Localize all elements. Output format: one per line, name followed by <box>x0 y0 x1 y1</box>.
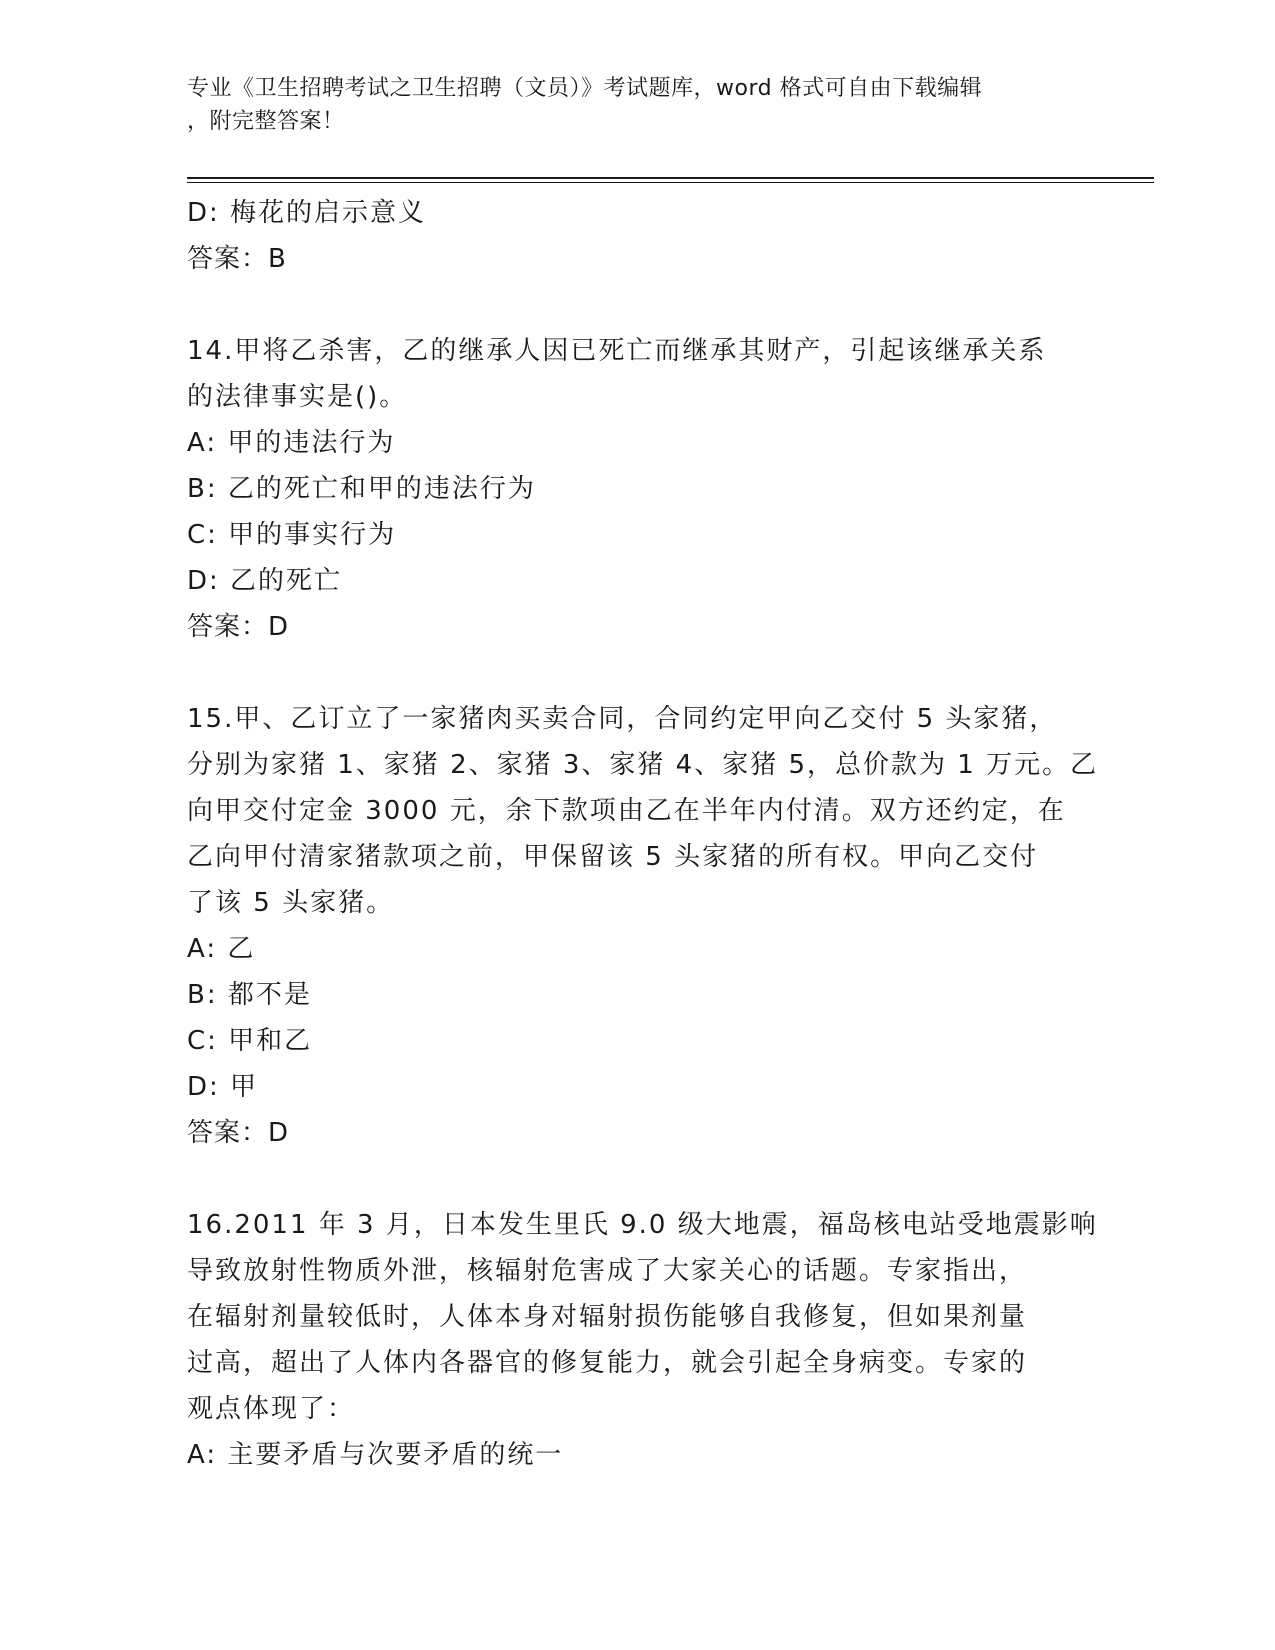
question-stem: 过高，超出了人体内各器官的修复能力，就会引起全身病变。专家的 <box>187 1348 1028 1378</box>
option-c: C: 甲和乙 <box>187 1026 313 1056</box>
question-14 <box>187 328 1087 650</box>
option-d: D: 甲 <box>187 1072 259 1102</box>
question-stem: 在辐射剂量较低时，人体本身对辐射损伤能够自我修复，但如果剂量 <box>187 1302 1028 1332</box>
option-b: B: 乙的死亡和甲的违法行为 <box>187 474 536 504</box>
option-d: D: 乙的死亡 <box>187 566 343 596</box>
spacer <box>187 282 1087 328</box>
answer-line: 答案：D <box>187 1118 290 1148</box>
option-a: A: 甲的违法行为 <box>187 428 396 458</box>
question-stem: 向甲交付定金 3000 元，余下款项由乙在半年内付清。双方还约定，在 <box>187 796 1066 826</box>
question-16 <box>187 1202 1098 1478</box>
header-line-2: ，附完整答案！ <box>187 109 345 134</box>
question-stem: 导致放射性物质外泄，核辐射危害成了大家关心的话题。专家指出， <box>187 1256 1028 1286</box>
question-prev <box>187 190 1087 282</box>
question-stem: 16.2011 年 3 月，日本发生里氏 9.0 级大地震，福岛核电站受地震影响 <box>187 1210 1098 1240</box>
option-d: D: 梅花的启示意义 <box>187 198 427 228</box>
header-divider-thin <box>187 182 1154 183</box>
spacer <box>187 650 1087 696</box>
question-stem: 乙向甲付清家猪款项之前，甲保留该 5 头家猪的所有权。甲向乙交付 <box>187 842 1039 872</box>
question-stem: 分别为家猪 1、家猪 2、家猪 3、家猪 4、家猪 5，总价款为 1 万元。乙 <box>187 750 1099 780</box>
question-stem: 14.甲将乙杀害，乙的继承人因已死亡而继承其财产，引起该继承关系 <box>187 336 1047 366</box>
page-header <box>187 72 1067 138</box>
header-line-1: 专业《卫生招聘考试之卫生招聘（文员）》考试题库，word 格式可自由下载编辑 <box>187 76 983 101</box>
question-stem: 观点体现了： <box>187 1394 356 1424</box>
header-divider-thick <box>187 177 1154 179</box>
answer-line: 答案：B <box>187 244 287 274</box>
option-a: A: 主要矛盾与次要矛盾的统一 <box>187 1440 564 1470</box>
spacer <box>187 1156 1087 1202</box>
option-c: C: 甲的事实行为 <box>187 520 397 550</box>
question-list <box>187 190 1099 1478</box>
question-stem: 15.甲、乙订立了一家猪肉买卖合同，合同约定甲向乙交付 5 头家猪， <box>187 704 1058 734</box>
question-stem: 的法律事实是()。 <box>187 382 408 412</box>
question-stem: 了该 5 头家猪。 <box>187 888 395 918</box>
option-a: A: 乙 <box>187 934 256 964</box>
option-b: B: 都不是 <box>187 980 312 1010</box>
answer-line: 答案：D <box>187 612 290 642</box>
question-15 <box>187 696 1099 1156</box>
